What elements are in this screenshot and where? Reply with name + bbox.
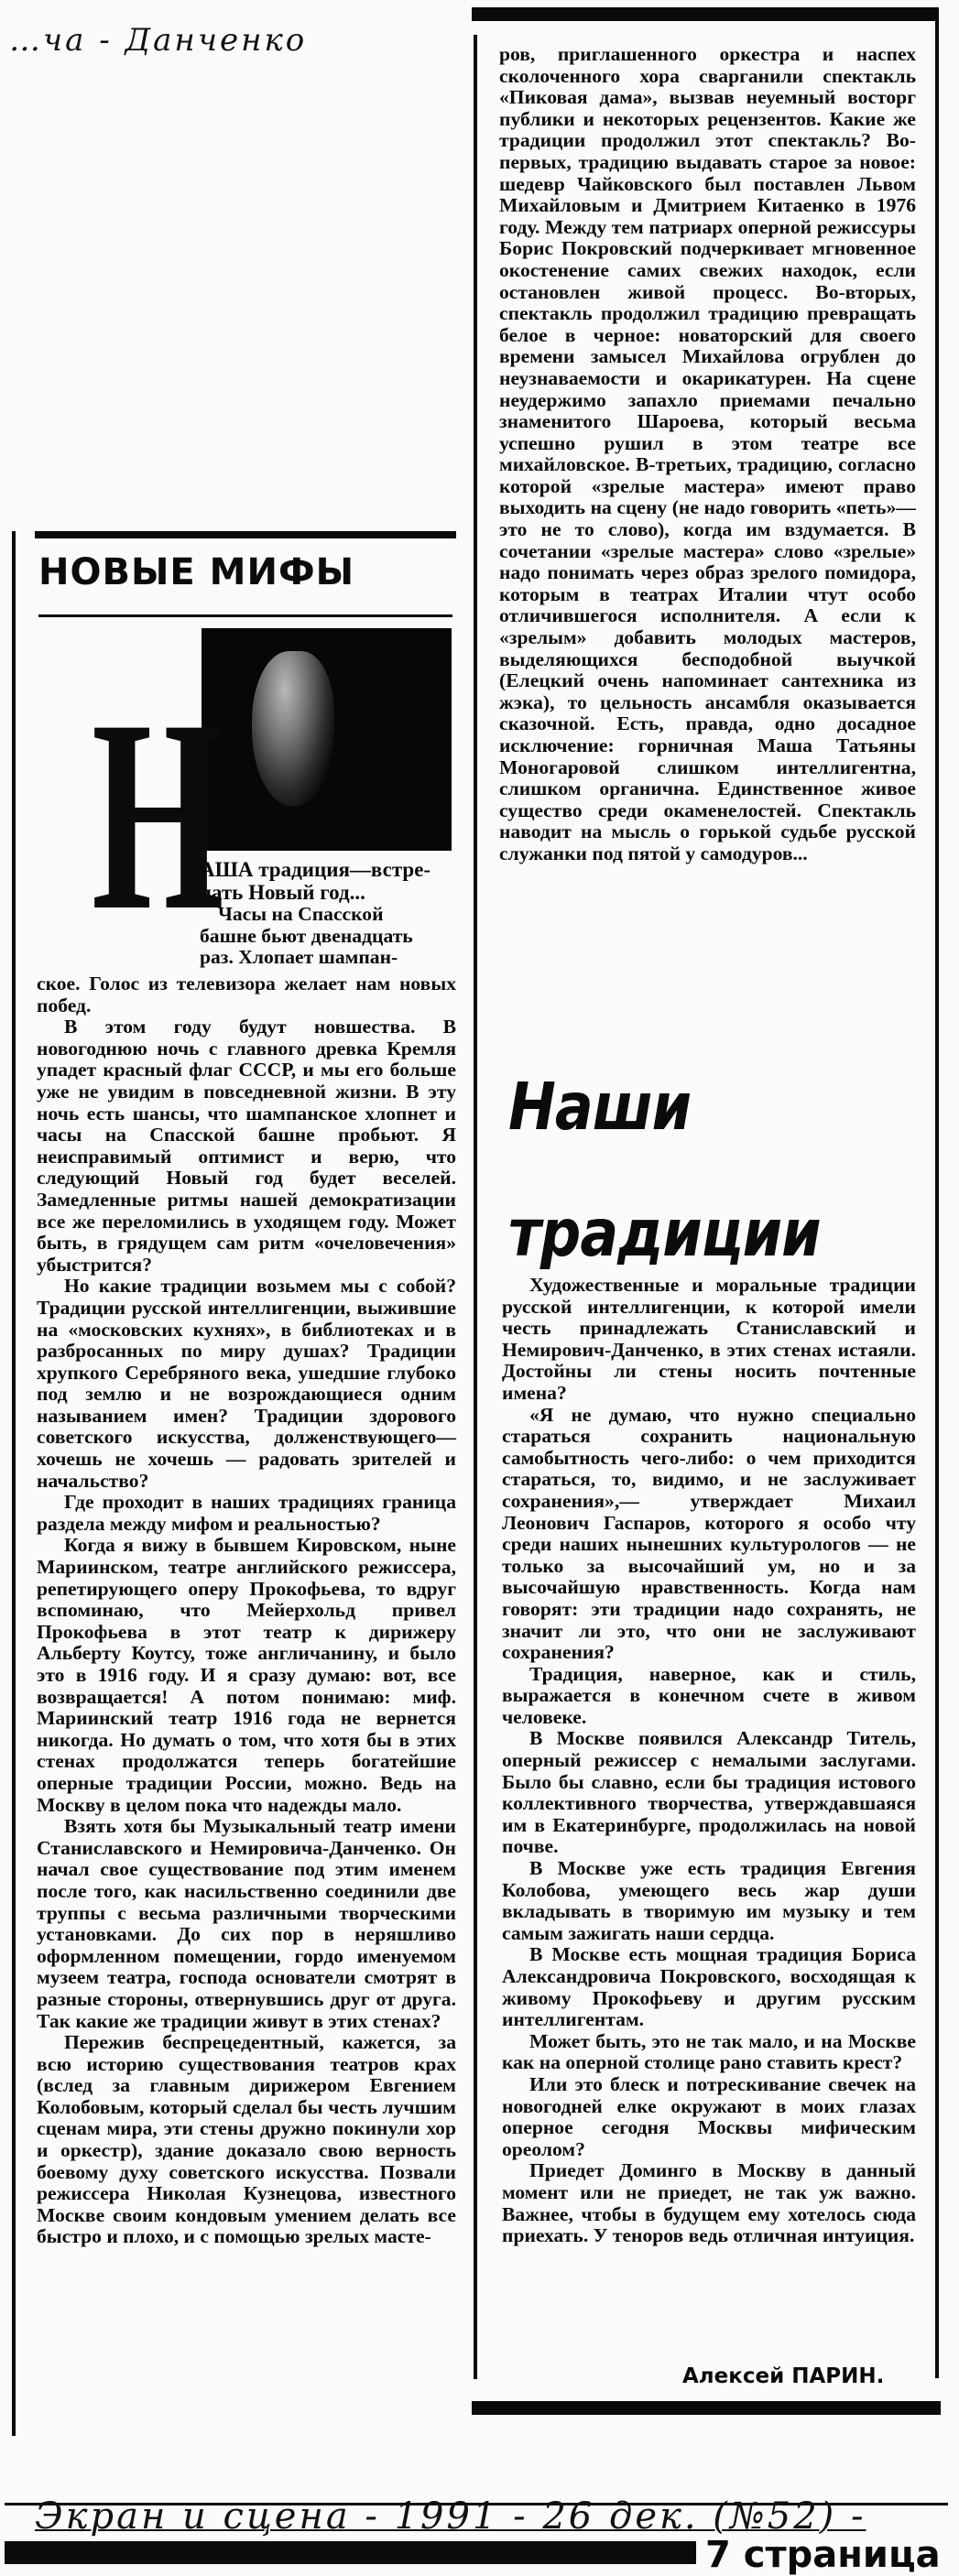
drop-cap: Н [92, 663, 224, 967]
lead-line: башне бьют двенадцать [200, 924, 413, 947]
right-column-top-bar [472, 7, 939, 21]
handwritten-note-top: …чa - Данченко [9, 22, 308, 59]
left-article-top-bar [35, 531, 456, 538]
paragraph: «Я не думаю, что нужно специально стараться сохранить национальную самобытность чего-либо: о чем приходится стараться, то, видимо, и не заслуживает сохранения»,— утверждает Михаил Леонович Гаспаров, которого я особо чту среди наших нынешних культурологов — не только за высочайший ум, но и за высочайшую нравственность. Когда нам говорят: эти традиции надо сохранять, не значит ли это, что они не заслуживают сохранения? [502, 1403, 916, 1664]
section-title-nashi-traditsii [508, 1044, 821, 1297]
right-column-continuation [499, 44, 916, 865]
paragraph: Взять хотя бы Музыкальный театр имени Станиславского и Немировича-Данченко. Он начал свое существование под этим именем после того, как насильственно соединили две труппы с весьма различными творческими установками. До сих пор в неряшливо оформленном помещении, гордо именуемом музеем театра, господа основатели смотрят в разные стороны, отвернувшись друг от друга. Так какие же традиции живут в этих стенах? [37, 1815, 456, 2032]
left-article-body [37, 973, 456, 2248]
lead-line: раз. Хлопает шампан- [200, 946, 398, 969]
title-underline [38, 614, 452, 617]
paragraph: В этом году будут новшества. В новогоднюю ночь с главного древка Кремля упадет красный флаг СССР, и мы его больше уже не увидим в повседневной жизни. В эту ночь есть шансы, что шампанское хлопнет и часы на Спасской башне пробьют. Я неисправимый оптимист и верю, что следующий Новый год будет веселей. Замедленные ритмы нашей демократизации все же переломились в уходящем году. Может быть, в грядущем сам ритм «очеловечения» убыстрится? [37, 1016, 456, 1276]
paragraph: ров, приглашенного оркестра и наспех сколоченного хора сварганили спектакль «Пиковая дама», вызвав неуемный восторг публики и некоторых рецензентов. Какие же традиции продолжил этот спектакль? Во-первых, традицию выдавать старое за новое: шедевр Чайковского был поставлен Львом Михайловым и Дмитрием Китаенко в 1976 году. Между тем патриарх оперной режиссуры Борис Покровский подчеркивает мгновенное окостенение самих свежих находок, если остановлен живой процесс. Во-вторых, спектакль продолжил традицию превращать белое в черное: новаторский для своего времени замысел Михайлова огрублен до неузнаваемости и окарикатурен. На сцене неудержимо запахло приемами печально знаменитого Шароева, который весьма успешно рушил в этом театре все михайловское. В-третьих, традицию, согласно которой «зрелые мастера» имеют право выходить на сцену (не надо говорить «петь»—это не то слово), когда им вздумается. В сочетании «зрелые мастера» слово «зрелые» надо понимать через образ зрелого помидора, которым в театрах Италии чтут особо отличившегося исполнителя. А если к «зрелым» добавить молодых мастеров, выделяющихся бесподобной выучкой (Елецкий очень напоминает сантехника из жэка), то цельность ансамбля оказывается сказочной. Есть, правда, одно досадное исключение: горничная Маша Татьяны Моногаровой слишком интеллигентна, слишком органична. Единственное живое существо среди окаменелостей. Спектакль наводит на мысль о горькой судьбе русской служанки под пятой у самодуров... [499, 43, 916, 864]
lead-line: Часы на Спасской [218, 903, 384, 925]
author-signature: Алексей ПАРИН. [682, 2364, 885, 2388]
portrait-face [252, 651, 334, 807]
paragraph: Художественные и моральные традиции русской интеллигенции, к которой имели честь принадлежать Станиславский и Немирович-Данченко, в этих стенах истаяли. Достойны ли стены носить почтенные имена? [502, 1274, 916, 1404]
title-line: Наши [508, 1068, 692, 1146]
paragraph: Где проходит в наших традициях граница раздела между мифом и реальностью? [37, 1491, 456, 1535]
paragraph: Приедет Доминго в Москву в данный момент или не приедет, не так уж важно. Важнее, чтобы в будущем ему хотелось сюда приехать. У теноров ведь отличная интуиция. [502, 2159, 916, 2247]
lead-line: АША традиция—встре- [200, 858, 431, 881]
right-column-body [502, 1275, 916, 2247]
lead-line: чать Новый год... [200, 881, 365, 904]
paragraph: ское. Голос из телевизора желает нам новых побед. [37, 973, 456, 1016]
paragraph: Когда я вижу в бывшем Кировском, ныне Мариинском, театре английского режиссера, репетирующего оперу Прокофьева, то вдруг вспоминаю, что Мейерхольд привел Прокофьева в этот театр к дирижеру Альберту Коутсу, тоже англичанину, и было это в 1916 году. И я сразу думаю: вот, все возвращается! А потом понимаю: миф. Мариинский театр 1916 года не вернется никогда. Но думать о том, что хотя бы в этих стенах продолжатся теперь богатейшие оперные традиции России, можно. Ведь на Москву в целом пока что надежды мало. [37, 1534, 456, 1816]
paragraph: В Москве появился Александр Титель, оперный режиссер с немалыми заслугами. Было бы славно, если бы традиция истового коллективного творчества, утверждавшаяся им в Екатеринбурге, продолжилась на новой почве. [502, 1727, 916, 1858]
footer-thick-bar [5, 2541, 696, 2564]
lead-text [200, 858, 456, 969]
paragraph: Традиция, наверное, как и стиль, выражается в конечном счете в живом человеке. [502, 1662, 916, 1728]
article-title-novye-mify: НОВЫЕ МИФЫ [38, 551, 355, 593]
article-photo [202, 628, 452, 851]
paragraph: В Москве есть мощная традиция Бориса Александровича Покровского, восходящая к живому Прокофьеву и другим русским интеллигентам. [502, 1943, 916, 2031]
paragraph: Или это блеск и потрескивание свечек на новогодней елке окружают в моих глазах оперное сегодня Москвы мифическим ореолом? [502, 2072, 916, 2160]
right-column-right-border [935, 20, 939, 2378]
page-label: 7 страница [705, 2534, 941, 2576]
paragraph: Пережив беспрецедентный, кажется, за всю историю существования театров крах (вслед за главным дирижером Евгением Колобовым, который сделал бы честь лучшим сценам мира, эти стены дружно покинули хор и оркестр), здание доказало свою верность боевому духу советского искусства. Позвали режиссера Николая Кузнецова, известного Москве своим кондовым умением делать все быстро и плохо, и с помощью зрелых масте- [37, 2031, 456, 2248]
paragraph: В Москве уже есть традиция Евгения Колобова, умеющего весь жар души вкладывать в творимую им музыку и тем самым зажигать наши сердца. [502, 1857, 916, 1944]
right-column-bottom-bar [472, 2401, 941, 2415]
handwritten-note-bottom: Экран и сцена - 1991 - 26 дек. (№52) - [35, 2495, 866, 2538]
title-line: традиции [508, 1194, 821, 1272]
left-column-border [12, 531, 16, 2436]
paragraph: Но какие традиции возьмем мы с собой? Традиции русской интеллигенции, выжившие на «московских кухнях», в библиотеках и в разбросанных по миру душах? Традиции хрупкого Серебряного века, ушедшие глубоко под землю и не возрождающиеся одним называнием имен? Традиции здорового советского искусства, долженствующего—хочешь не хочешь — радовать зрителей и начальство? [37, 1275, 456, 1492]
paragraph: Может быть, это не так мало, и на Москве как на оперной столице рано ставить крест? [502, 2029, 916, 2074]
right-column-left-border [474, 35, 477, 2379]
